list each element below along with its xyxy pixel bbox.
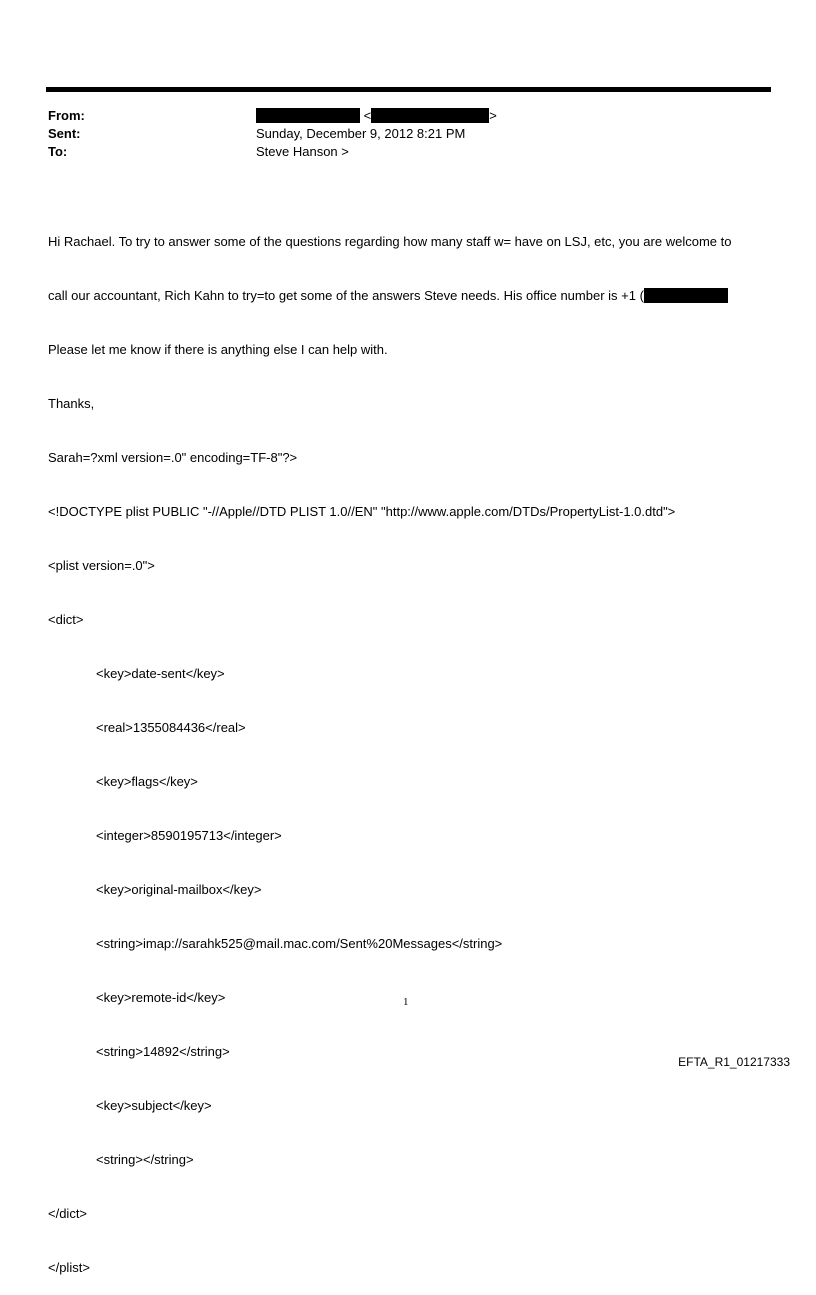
body-line: </dict> xyxy=(48,1206,88,1221)
to-value: Steve Hanson > xyxy=(256,144,349,159)
body-line: <integer>8590195713</integer> xyxy=(96,828,282,843)
body-line: <string></string> xyxy=(96,1152,194,1167)
body-line: <dict> xyxy=(48,612,84,627)
body-line: <string>14892</string> xyxy=(96,1044,230,1059)
from-close-bracket: > xyxy=(489,108,497,123)
body-line: <plist version=.0"> xyxy=(48,558,155,573)
body-line: <key>subject</key> xyxy=(96,1098,212,1113)
redaction-box xyxy=(256,108,360,123)
body-line-text: call our accountant, Rich Kahn to try=to get some of the answers Steve needs. His office number is +1 ( xyxy=(48,288,644,303)
body-line: <key>date-sent</key> xyxy=(96,666,225,681)
document-id: EFTA_R1_01217333 xyxy=(678,1055,790,1069)
body-line: <string>imap://sarahk525@mail.mac.com/Sent%20Messages</string> xyxy=(96,936,503,951)
body-line: <!DOCTYPE plist PUBLIC "-//Apple//DTD PLIST 1.0//EN" "http://www.apple.com/DTDs/PropertyList-1.0.dtd"> xyxy=(48,504,676,519)
body-line: </plist> xyxy=(48,1260,90,1275)
body-line: <key>remote-id</key> xyxy=(96,990,226,1005)
body-line: Thanks, xyxy=(48,396,95,411)
to-label: To: xyxy=(48,144,68,159)
body-line: Please let me know if there is anything else I can help with. xyxy=(48,342,388,357)
sent-value: Sunday, December 9, 2012 8:21 PM xyxy=(256,126,466,141)
body-line xyxy=(48,287,768,305)
body-line: <key>flags</key> xyxy=(96,774,198,789)
body-line: Sarah=?xml version=.0" encoding=TF-8"?> xyxy=(48,450,298,465)
redaction-box xyxy=(371,108,489,123)
body-line: <key>original-mailbox</key> xyxy=(96,882,262,897)
body-line: <real>1355084436</real> xyxy=(96,720,246,735)
body-line: Hi Rachael. To try to answer some of the questions regarding how many staff w= have on LSJ, etc, you are welcome to xyxy=(48,234,732,249)
top-rule xyxy=(46,87,771,92)
redaction-box xyxy=(644,288,728,303)
page-number: 1 xyxy=(403,996,409,1008)
sent-label: Sent: xyxy=(48,126,81,141)
email-body xyxy=(48,197,768,1295)
from-label: From: xyxy=(48,108,85,123)
from-value xyxy=(256,108,497,124)
from-open-bracket: < xyxy=(363,108,372,123)
